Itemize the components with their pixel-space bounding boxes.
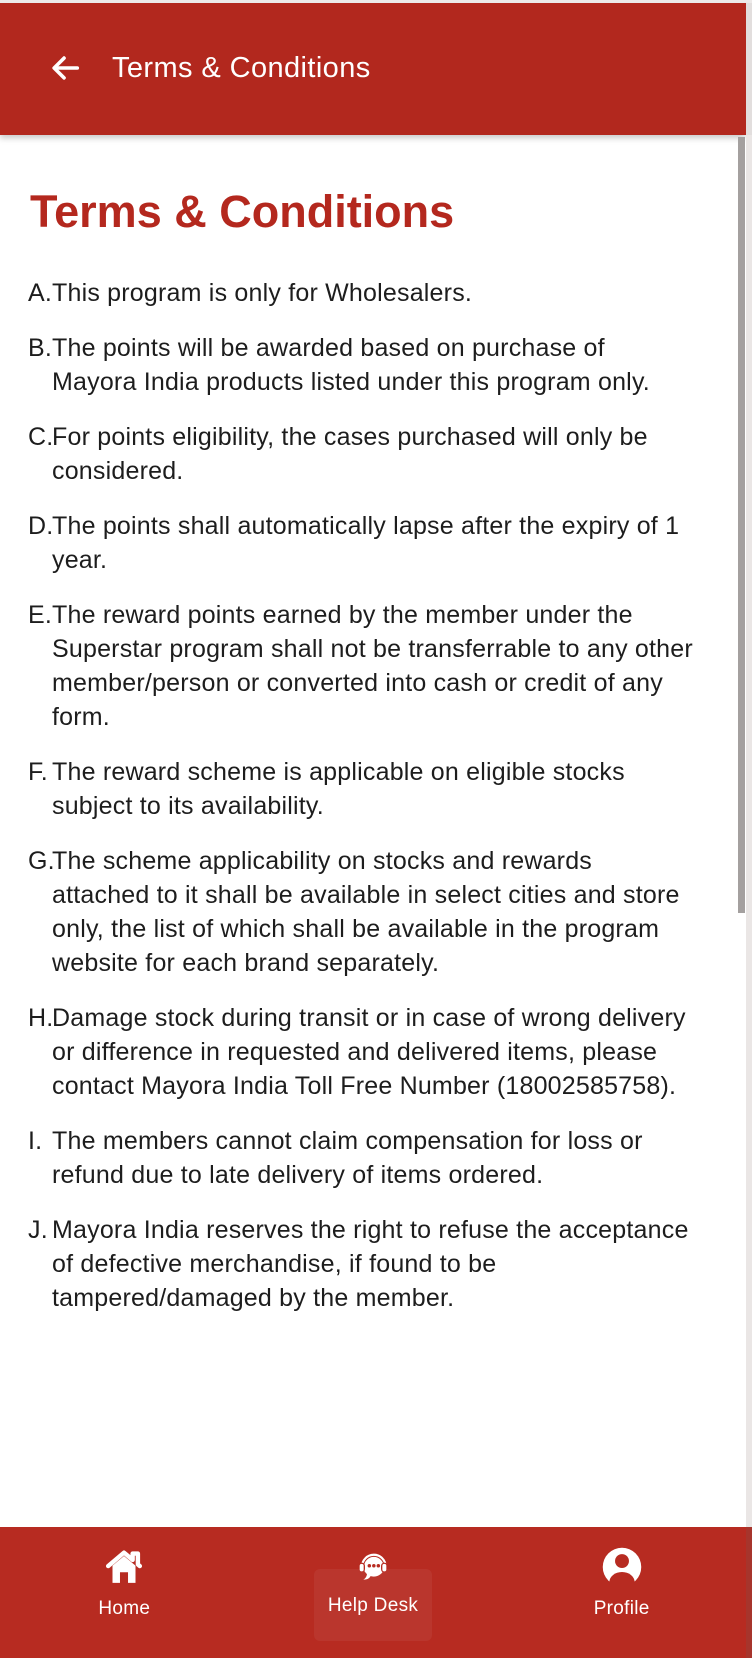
terms-item-j xyxy=(28,1213,696,1315)
top-edge-strip xyxy=(0,0,752,3)
right-edge-strip xyxy=(746,0,752,135)
scrollbar-track xyxy=(746,135,752,1527)
terms-item-d xyxy=(28,509,696,577)
term-text: The points will be awarded based on purchase of Mayora India products listed under this program only. xyxy=(52,334,650,396)
term-text: For points eligibility, the cases purchased will only be considered. xyxy=(52,423,648,485)
term-text: The reward scheme is applicable on eligible stocks subject to its availability. xyxy=(52,758,625,820)
scrollbar-thumb[interactable] xyxy=(738,137,745,913)
nav-item-help-desk[interactable] xyxy=(249,1543,498,1658)
term-text: This program is only for Wholesalers. xyxy=(52,279,473,307)
term-letter: B. xyxy=(28,334,53,362)
app-bar xyxy=(0,3,746,135)
term-text: The members cannot claim compensation for loss or refund due to late delivery of items ordered. xyxy=(52,1127,643,1189)
term-text: The points shall automatically lapse after the expiry of 1 year. xyxy=(52,512,680,574)
term-text: Damage stock during transit or in case of wrong delivery or difference in requested and delivered items, please contact Mayora India Toll Free Number (18002585758). xyxy=(52,1004,686,1100)
term-letter: D. xyxy=(28,512,54,540)
terms-item-g xyxy=(28,844,696,980)
profile-icon xyxy=(600,1543,644,1591)
nav-label-help-desk: Help Desk xyxy=(327,1595,419,1616)
help-desk-icon xyxy=(353,1543,393,1591)
terms-item-a xyxy=(28,276,696,310)
terms-item-f xyxy=(28,755,696,823)
nav-item-profile[interactable] xyxy=(497,1543,746,1658)
bottom-nav-items xyxy=(0,1527,746,1658)
bottom-nav-bar xyxy=(0,1527,746,1658)
content-area xyxy=(0,135,746,1527)
term-letter: J. xyxy=(28,1216,48,1244)
terms-item-e xyxy=(28,598,696,734)
terms-item-c xyxy=(28,420,696,488)
home-icon xyxy=(101,1543,147,1591)
term-letter: G. xyxy=(28,847,55,875)
term-letter: I. xyxy=(28,1127,43,1155)
term-letter: F. xyxy=(28,758,48,786)
back-button[interactable] xyxy=(42,46,88,92)
terms-list xyxy=(0,276,746,1315)
term-text: Mayora India reserves the right to refuse the acceptance of defective merchandise, if found to be tampered/damaged by the member. xyxy=(52,1216,689,1312)
right-edge-strip-footer xyxy=(746,1527,752,1658)
term-letter: H. xyxy=(28,1004,54,1032)
terms-item-h xyxy=(28,1001,696,1103)
term-text: The scheme applicability on stocks and rewards attached to it shall be available in select cities and store only, the list of which shall be available in the program website for each brand separately. xyxy=(52,847,680,977)
term-text: The reward points earned by the member under the Superstar program shall not be transferrable to any other member/person or converted into cash or credit of any form. xyxy=(52,601,693,731)
term-letter: E. xyxy=(28,601,53,629)
nav-item-home[interactable] xyxy=(0,1543,249,1658)
page-title: Terms & Conditions xyxy=(30,186,455,237)
terms-item-b xyxy=(28,331,696,399)
term-letter: A. xyxy=(28,279,53,307)
terms-item-i xyxy=(28,1124,696,1192)
term-letter: C. xyxy=(28,423,54,451)
nav-label-home: Home xyxy=(98,1598,151,1619)
app-bar-title: Terms & Conditions xyxy=(112,51,371,84)
arrow-left-icon xyxy=(48,51,82,88)
nav-label-profile: Profile xyxy=(593,1598,650,1619)
